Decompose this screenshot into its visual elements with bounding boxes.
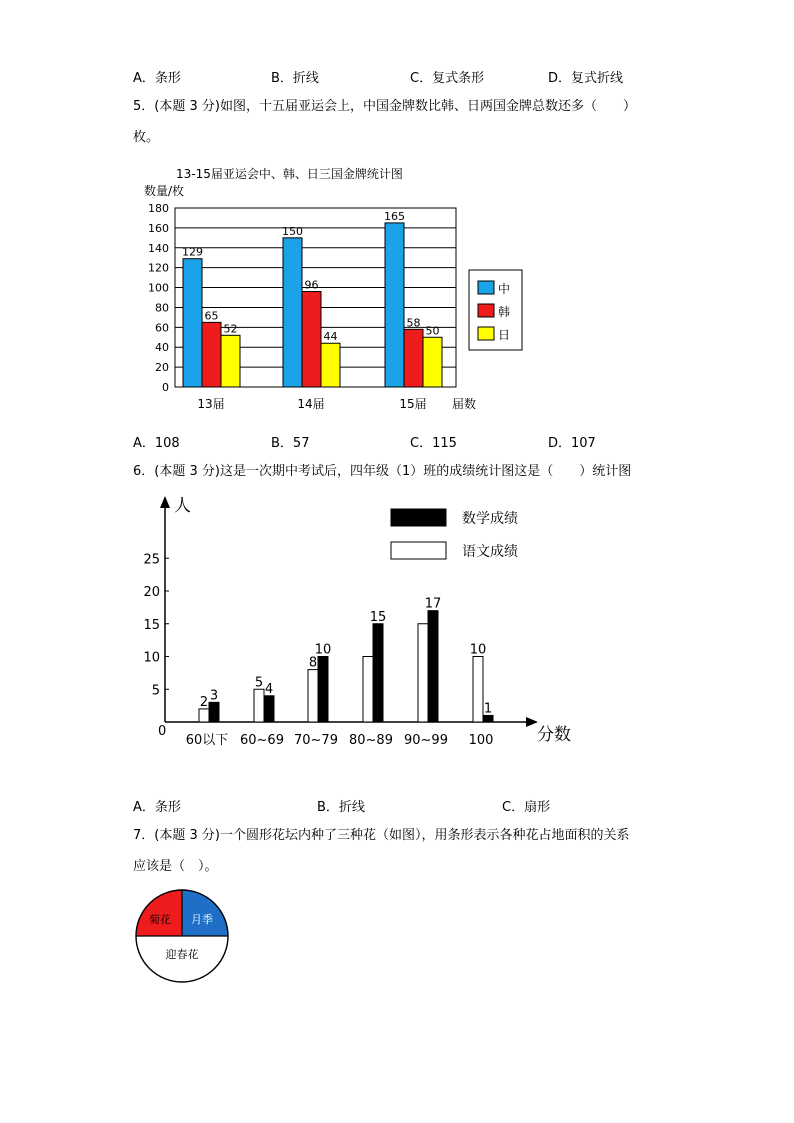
data-label: 165 <box>384 209 405 223</box>
y-tick-label: 20 <box>155 361 169 375</box>
x-tick-label: 14届 <box>297 397 325 411</box>
bar <box>428 611 438 722</box>
q6-option-a[interactable]: A．条形 <box>133 800 181 815</box>
bar <box>202 322 221 387</box>
data-label: 15 <box>369 609 387 625</box>
y-tick-label: 20 <box>143 585 160 600</box>
y-axis-arrow <box>160 496 170 508</box>
y-tick-label: 160 <box>148 221 169 235</box>
flower-bed-pie <box>132 886 232 986</box>
data-label: 10 <box>469 642 487 658</box>
bar <box>221 335 240 387</box>
data-label: 50 <box>425 324 440 338</box>
x-tick-label: 70~79 <box>294 733 338 748</box>
y-tick-label: 5 <box>151 683 160 699</box>
data-label: 129 <box>182 245 203 259</box>
bar <box>183 259 202 387</box>
data-label: 2 <box>199 694 209 710</box>
legend-label: 中 <box>498 282 511 296</box>
legend-swatch <box>478 304 494 317</box>
x-tick-label: 60以下 <box>185 733 229 748</box>
y-tick-label: 15 <box>143 617 160 633</box>
pie-label: 菊花 <box>149 913 171 926</box>
bar <box>473 657 483 723</box>
legend-swatch <box>391 542 446 559</box>
bar <box>404 329 423 387</box>
data-label: 5 <box>254 675 264 691</box>
q6-question-line1: 6．(本题 3 分)这是一次期中考试后，四年级（1）班的成绩统计图这是（ ）统计图 <box>133 464 632 479</box>
chart-title: 13-15届亚运会中、韩、日三国金牌统计图 <box>176 167 403 181</box>
bar <box>254 689 264 722</box>
q6-option-c[interactable]: C．扇形 <box>502 800 551 815</box>
bar <box>308 670 318 722</box>
y-tick-label: 140 <box>148 241 169 255</box>
bar <box>199 709 209 722</box>
bar <box>302 292 321 387</box>
y-tick-label: 180 <box>148 202 169 215</box>
y-tick-label: 120 <box>148 261 169 275</box>
y-tick-label: 25 <box>143 552 160 568</box>
q4-option-a[interactable]: A．条形 <box>133 71 181 86</box>
legend-box <box>469 270 522 350</box>
y-tick-label: 60 <box>155 321 169 335</box>
data-label: 96 <box>304 278 319 292</box>
data-label: 4 <box>264 681 274 697</box>
pie-label: 迎春花 <box>165 948 199 961</box>
data-label: 8 <box>308 655 318 671</box>
x-tick-label: 13届 <box>197 397 225 411</box>
legend-swatch <box>391 509 446 526</box>
q5-option-a[interactable]: A．108 <box>133 436 180 451</box>
bar <box>264 696 274 722</box>
bar <box>423 337 442 387</box>
bar <box>363 657 373 723</box>
y-tick-label: 0 <box>162 381 169 394</box>
data-label: 44 <box>323 330 338 344</box>
x-tick-label: 90~99 <box>404 733 448 748</box>
y-tick-label: 0 <box>158 724 167 739</box>
bar <box>318 657 328 723</box>
data-label: 3 <box>209 688 219 704</box>
x-tick-label: 15届 <box>399 397 427 411</box>
bar <box>418 624 428 722</box>
legend-label: 数学成绩 <box>462 511 518 527</box>
legend-label: 语文成绩 <box>462 544 518 560</box>
x-tick-label: 100 <box>468 733 494 748</box>
bar <box>385 223 404 387</box>
bar <box>283 238 302 387</box>
q4-option-d[interactable]: D．复式折线 <box>548 71 624 86</box>
y-tick-label: 100 <box>148 281 169 295</box>
data-label: 1 <box>483 701 493 717</box>
legend-label: 韩 <box>498 305 511 319</box>
data-label: 10 <box>314 642 332 658</box>
legend-swatch <box>478 281 494 294</box>
y-axis-label: 人 <box>174 496 191 516</box>
data-label: 58 <box>406 316 421 330</box>
q4-option-c[interactable]: C．复式条形 <box>410 71 485 86</box>
q5-option-d[interactable]: D．107 <box>548 436 596 451</box>
y-tick-label: 80 <box>155 301 169 315</box>
q6-option-b[interactable]: B．折线 <box>317 800 365 815</box>
y-axis-label: 数量/枚 <box>144 184 185 198</box>
x-tick-label: 60~69 <box>240 733 284 748</box>
data-label: 150 <box>282 224 303 238</box>
data-label: 52 <box>223 322 238 336</box>
y-tick-label: 10 <box>143 650 160 666</box>
legend-swatch <box>478 327 494 340</box>
x-tick-label: 80~89 <box>349 733 393 748</box>
x-axis-label: 届数 <box>452 397 477 411</box>
bar <box>373 624 383 722</box>
pie-label: 月季 <box>191 913 213 926</box>
q7-question-line2: 应该是（ ）。 <box>133 859 218 874</box>
q5-question-line1: 5．(本题 3 分)如图，十五届亚运会上，中国金牌数比韩、日两国金牌总数还多（ ） <box>133 99 636 114</box>
x-axis-label: 分数 <box>537 725 571 745</box>
q5-option-c[interactable]: C．115 <box>410 436 457 451</box>
q7-question-line1: 7．(本题 3 分)一个圆形花坛内种了三种花（如图），用条形表示各种花占地面积的关系 <box>133 828 630 843</box>
q4-option-b[interactable]: B．折线 <box>271 71 319 86</box>
score-bar-chart <box>140 490 580 760</box>
medal-bar-chart <box>130 160 530 418</box>
data-label: 17 <box>424 596 442 612</box>
bar <box>209 702 219 722</box>
q5-question-line2: 枚。 <box>133 130 160 145</box>
bar <box>321 343 340 387</box>
data-label: 65 <box>204 309 219 323</box>
legend-label: 日 <box>498 328 511 342</box>
y-tick-label: 40 <box>155 341 169 355</box>
q5-option-b[interactable]: B．57 <box>271 436 310 451</box>
